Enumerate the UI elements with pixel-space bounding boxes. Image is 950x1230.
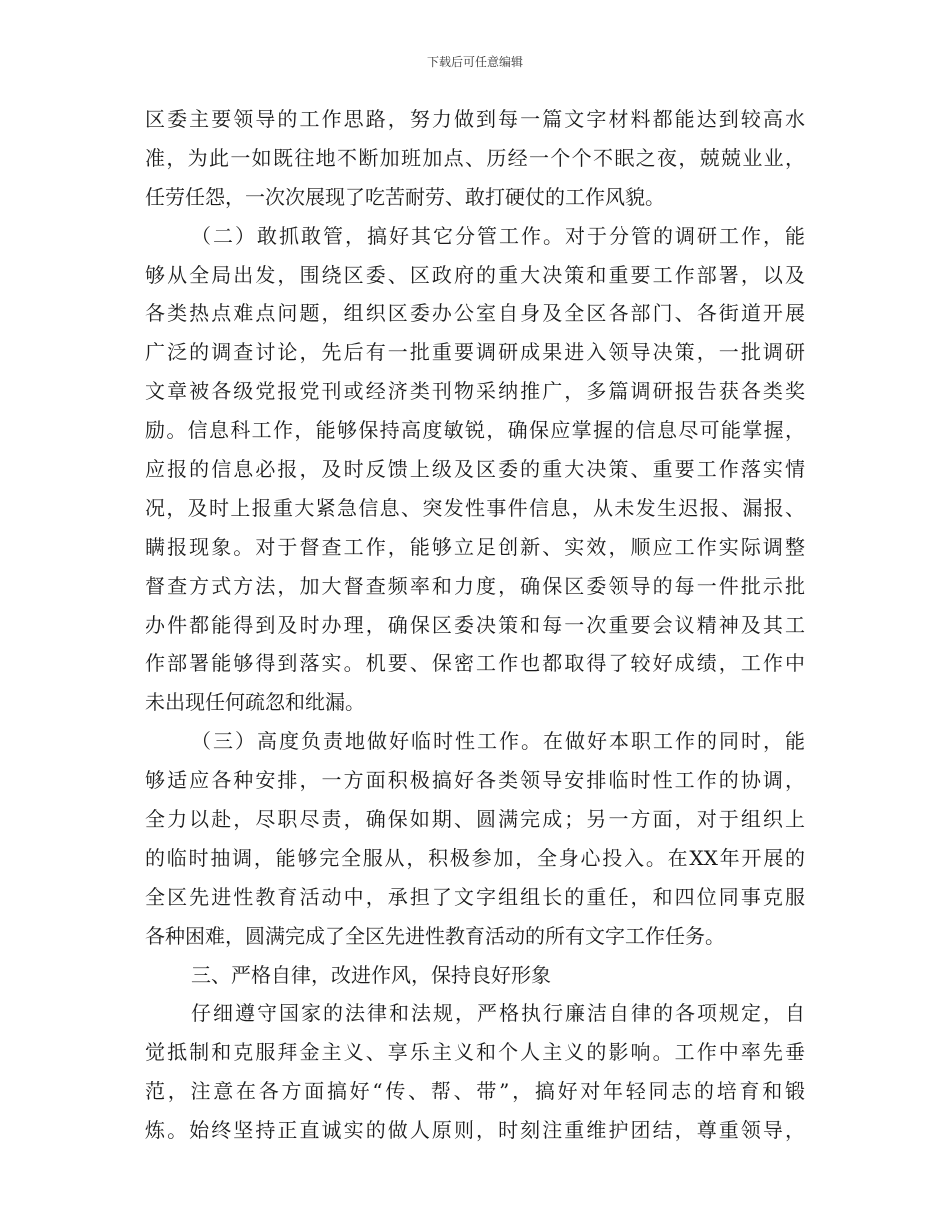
document-body xyxy=(145,100,805,1150)
text-line: 炼。始终坚持正直诚实的做人原则，时刻注重维护团结，尊重领导， xyxy=(145,1118,805,1143)
text-line: 应报的信息必报，及时反馈上级及区委的重大决策、重要工作落实情 xyxy=(145,457,805,482)
text-line: 区委主要领导的工作思路，努力做到每一篇文字材料都能达到较高水 xyxy=(145,107,805,131)
text-line: 办件都能得到及时办理，确保区委决策和每一次重要会议精神及其工 xyxy=(145,612,805,637)
text-line: 全区先进性教育活动中，承担了文字组组长的重任，和四位同事克服 xyxy=(145,884,805,909)
text-line: 各种困难，圆满完成了全区先进性教育活动的所有文字工作任务。 xyxy=(145,923,725,948)
text-line: 未出现任何疏忽和纰漏。 xyxy=(145,690,365,715)
text-line: 够适应各种安排，一方面积极搞好各类领导安排临时性工作的协调， xyxy=(145,768,805,793)
text-line: 督查方式方法，加大督查频率和力度，确保区委领导的每一件批示批 xyxy=(145,573,805,598)
text-line: 各类热点难点问题，组织区委办公室自身及全区各部门、各街道开展 xyxy=(145,301,805,326)
text-line: 广泛的调查讨论，先后有一批重要调研成果进入领导决策，一批调研 xyxy=(145,340,805,365)
text-line: （二）敢抓敢管，搞好其它分管工作。对于分管的调研工作，能 xyxy=(191,223,805,248)
text-line: 全力以赴，尽职尽责，确保如期、圆满完成；另一方面，对于组织上 xyxy=(145,807,805,832)
text-line: 励。信息科工作，能够保持高度敏锐，确保应掌握的信息尽可能掌握， xyxy=(145,418,805,443)
text-line: 范，注意在各方面搞好“传、帮、带”，搞好对年轻同志的培育和锻 xyxy=(145,1079,805,1104)
text-line: 准，为此一如既往地不断加班加点、历经一个个不眠之夜，兢兢业业， xyxy=(145,145,805,170)
text-line: 作部署能够得到落实。机要、保密工作也都取得了较好成绩，工作中 xyxy=(145,651,805,676)
text-line: 瞒报现象。对于督查工作，能够立足创新、实效，顺应工作实际调整 xyxy=(145,534,805,559)
text-line: 文章被各级党报党刊或经济类刊物采纳推广，多篇调研报告获各类奖 xyxy=(145,379,805,404)
text-line: 况，及时上报重大紧急信息、突发性事件信息，从未发生迟报、漏报、 xyxy=(145,495,805,520)
text-line: 觉抵制和克服拜金主义、享乐主义和个人主义的影响。工作中率先垂 xyxy=(145,1040,805,1065)
text-line: （三）高度负责地做好临时性工作。在做好本职工作的同时，能 xyxy=(191,729,805,754)
text-line: 的临时抽调，能够完全服从，积极参加，全身心投入。在XX年开展的 xyxy=(145,845,805,870)
text-line: 仔细遵守国家的法律和法规，严格执行廉洁自律的各项规定，自 xyxy=(191,1001,805,1026)
text-line: 任劳任怨，一次次展现了吃苦耐劳、敢打硬仗的工作风貌。 xyxy=(145,184,665,209)
text-line: 够从全局出发，围绕区委、区政府的重大决策和重要工作部署，以及 xyxy=(145,262,805,287)
page-header: 下载后可任意编辑 xyxy=(426,55,523,69)
text-line: 三、严格自律，改进作风，保持良好形象 xyxy=(191,962,551,987)
